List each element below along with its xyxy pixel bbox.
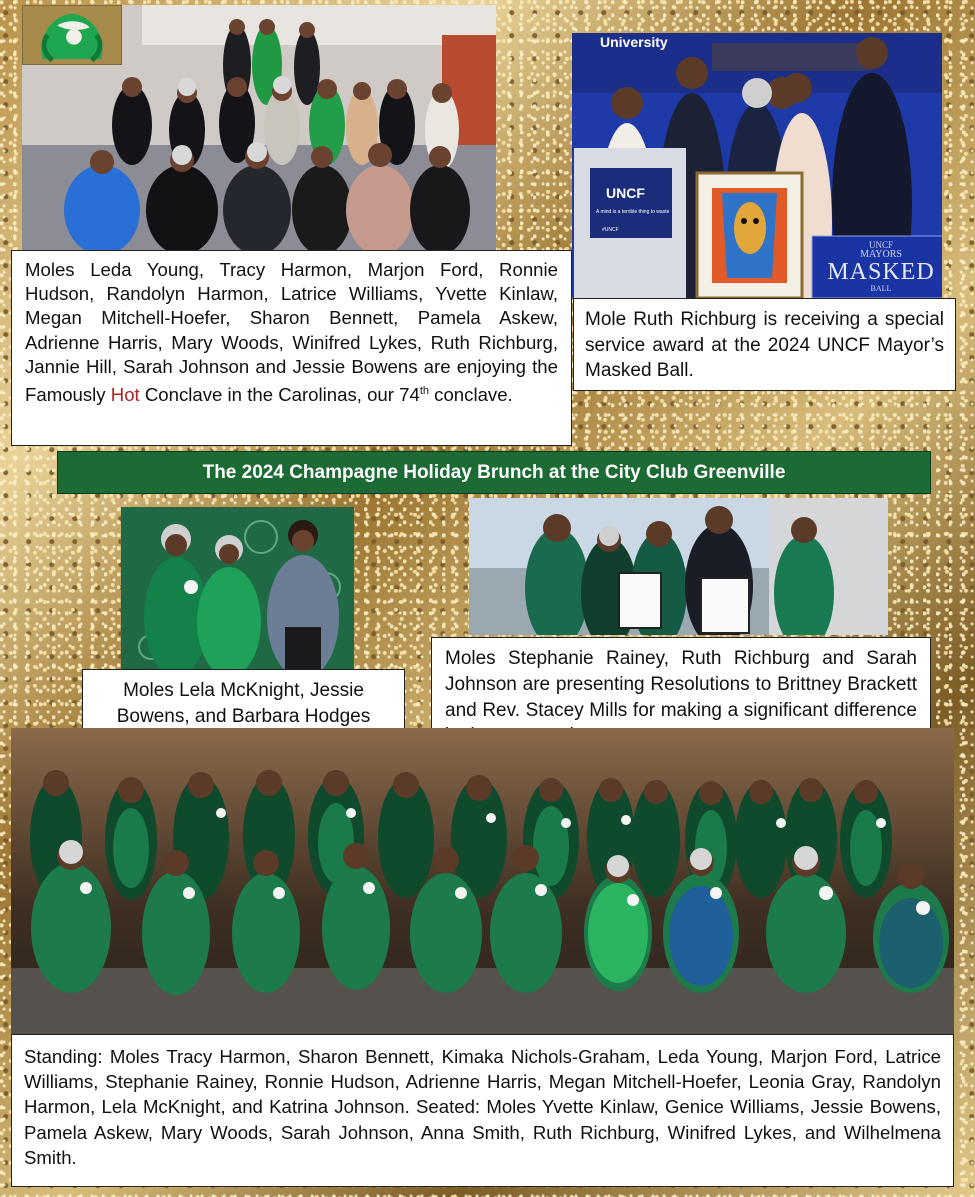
masked-ball-sign bbox=[812, 236, 950, 298]
resolutions-photo bbox=[469, 498, 888, 635]
resolutions-caption-text: Moles Stephanie Rainey, Ruth Richburg and Sarah Johnson are presenting Resolutions to Brittney Brackett and Rev. Stacey Mills for making a significant difference bbox=[445, 648, 917, 721]
podium-university-text: University bbox=[600, 34, 668, 50]
podium-hashtag: #UNCF bbox=[602, 227, 619, 233]
conclave-caption-ending: conclave. bbox=[429, 384, 513, 406]
conclave-caption-main: Moles Leda Young, Tracy Harmon, Marjon Ford, Ronnie Hudson, Randolyn Harmon, Latrice Williams, Yvette Kinlaw, Megan Mitchell-Hoefer, Sharon Bennett, Pamela Askew, Adrienne Harris, Mary Woods, Winifred Lykes, Ruth Richburg, Jannie Hill, Sarah Johnson and Jessie Bowens are enjoying the Famously bbox=[25, 259, 558, 406]
brunch-section-title: The 2024 Champagne Holiday Brunch at the City Club Greenville bbox=[202, 461, 786, 483]
conclave-caption-continuation: Conclave in the Carolinas, our 74 bbox=[139, 384, 420, 406]
group-caption-text: Standing: Moles Tracy Harmon, Sharon Bennett, Kimaka Nichols-Graham, Leda Young, Marjon Ford, Latrice Williams, Stephanie Rainey, Ronnie Hudson, Adrienne Harris, Megan Mitchell-Hoefer, Leonia Gray, Randolyn Harmon, Lela McKnight, and Katrina Johnson. Seated: Moles Yvette Kinlaw, Genice Williams, Jessie Bowens, Pamela Askew, Mary Woods, Sarah Johnson, Anna Smith, Ruth Richburg, Winifred Lykes, and Wilhelmena Smith. bbox=[24, 1046, 941, 1168]
chapter-group-photo bbox=[11, 728, 954, 1034]
conclave-caption-hot-word: Hot bbox=[110, 384, 140, 406]
masked-ball-sign-top: UNCF bbox=[868, 240, 893, 250]
uncf-caption bbox=[573, 298, 956, 391]
masked-ball-sign-main: MASKED bbox=[827, 259, 935, 285]
masked-ball-sign-bottom: BALL bbox=[870, 284, 892, 293]
podium-tagline: A mind is a terrible thing to waste bbox=[596, 209, 670, 215]
conclave-caption-superscript: th bbox=[419, 385, 429, 398]
brunch-trio-photo bbox=[121, 507, 354, 669]
brunch-trio-caption-text: Moles Lela McKnight, Jessie Bowens, and Barbara Hodges bbox=[116, 680, 371, 727]
uncf-caption-text: Mole Ruth Richburg is receiving a special service award at the 2024 UNCF Mayor’s Masked Ball. bbox=[585, 309, 944, 381]
conclave-caption-text bbox=[25, 258, 558, 407]
conclave-caption bbox=[11, 250, 572, 446]
chapter-logo-image bbox=[22, 5, 122, 65]
podium-uncf-logo: UNCF bbox=[606, 185, 645, 201]
group-caption bbox=[11, 1034, 954, 1187]
brunch-section-banner bbox=[57, 451, 931, 494]
masked-ball-sign-mid: MAYORS bbox=[860, 249, 902, 260]
